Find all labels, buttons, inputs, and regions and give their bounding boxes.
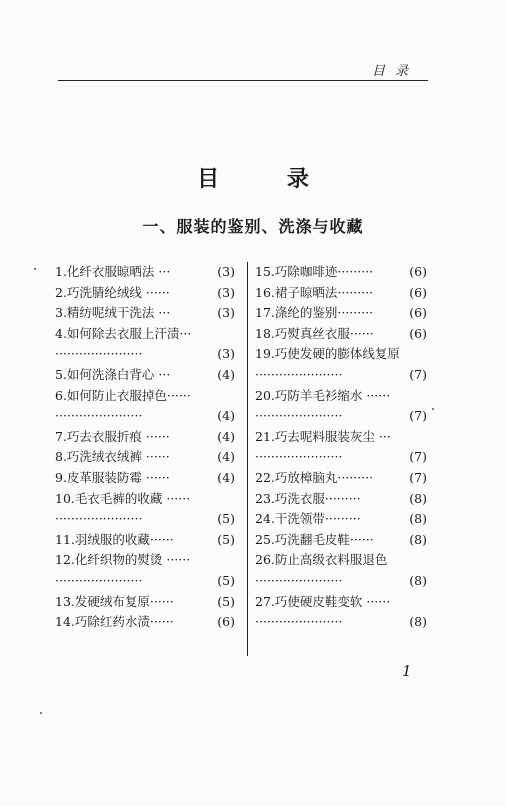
toc-left-column (55, 262, 235, 633)
toc-entry (55, 344, 235, 365)
page-title: 目 录 (197, 167, 339, 192)
toc-entry-text: 20.巧防羊毛衫缩水 ······ (255, 387, 391, 403)
toc-entry (255, 303, 427, 324)
column-divider (247, 262, 248, 656)
toc-entry-page: (8) (409, 511, 427, 527)
toc-entry-text: 8.巧洗绒衣绒裤 ······ (55, 449, 170, 465)
toc-entry-text: 10.毛衣毛裤的收藏 ······ (55, 490, 191, 506)
toc-entry (55, 592, 235, 613)
page-number: 1 (402, 662, 412, 680)
toc-entry-page: (3) (217, 284, 235, 300)
toc-entry (255, 283, 427, 304)
section-title: 一、服装的鉴别、洗涤与收藏 (142, 217, 364, 236)
toc-entry (255, 406, 427, 427)
toc-entry-text: 9.皮革服装防霉 ······ (55, 469, 170, 485)
toc-entry-text: 11.羽绒服的收藏······ (55, 531, 174, 547)
toc-entry (55, 262, 235, 283)
toc-entry (255, 571, 427, 592)
scan-speck (40, 712, 42, 714)
toc-entry (55, 386, 235, 407)
toc-entry-page: (6) (409, 284, 427, 300)
toc-entry-text: 5.如何洗涤白背心 ··· (55, 366, 171, 382)
toc-entry-text: 21.巧去呢料服装灰尘 ··· (255, 428, 391, 444)
toc-entry-page: (6) (409, 264, 427, 279)
toc-entry-text: ······················ (55, 572, 143, 588)
toc-entry-text: 22.巧放樟脑丸········· (255, 469, 374, 485)
toc-entry (255, 447, 427, 468)
toc-entry-text: ······················ (255, 449, 343, 465)
toc-entry-page: (6) (217, 614, 235, 630)
toc-entry-page: (8) (409, 531, 427, 547)
toc-entry-text: ······················ (55, 511, 143, 527)
toc-entry (55, 468, 235, 489)
toc-entry-text: 27.巧使硬皮鞋变软 ······ (255, 593, 391, 609)
toc-entry (255, 344, 427, 365)
toc-entry-text: 7.巧去衣服折痕 ······ (55, 428, 170, 444)
toc-entry-text: 25.巧洗翻毛皮鞋······ (255, 531, 374, 547)
toc-entry (255, 324, 427, 345)
toc-entry-page: (7) (409, 469, 427, 485)
toc-entry-text: 2.巧洗腈纶绒线 ······ (55, 284, 170, 300)
toc-entry-page: (7) (409, 366, 427, 382)
toc-entry-text: ······················ (55, 346, 143, 362)
toc-entry-page: (5) (217, 511, 235, 527)
toc-entry (255, 262, 427, 283)
toc-entry (255, 612, 427, 633)
toc-entry-page: (3) (217, 264, 235, 279)
toc-entry (55, 571, 235, 592)
running-head: 目 录 (372, 64, 412, 79)
header-rule (58, 80, 428, 81)
toc-entry (55, 612, 235, 633)
toc-entry-text: 4.如何除去衣服上汗渍··· (55, 325, 192, 341)
toc-entry-page: (8) (409, 614, 427, 630)
toc-entry (55, 447, 235, 468)
toc-entry-page: (5) (217, 531, 235, 547)
scan-speck (34, 268, 36, 270)
toc-entry-page: (4) (217, 366, 235, 382)
toc-entry (55, 283, 235, 304)
toc-entry-page: (6) (409, 305, 427, 321)
toc-entry (255, 530, 427, 551)
toc-entry-text: 26.防止高级衣料服退色 (255, 552, 388, 568)
toc-entry (55, 303, 235, 324)
toc-entry (255, 592, 427, 613)
scan-speck (432, 408, 434, 410)
toc-entry-text: 14.巧除红药水渍······ (55, 614, 174, 630)
toc-entry-text: ······················ (255, 408, 343, 424)
toc-entry-page: (3) (217, 346, 235, 362)
toc-entry-text: ······················ (255, 614, 343, 630)
toc-entry-text: 13.发硬绒布复原······ (55, 593, 174, 609)
toc-entry-page: (8) (409, 572, 427, 588)
toc-entry (255, 365, 427, 386)
toc-entry-text: 15.巧除咖啡迹········· (255, 264, 374, 279)
toc-entry-text: 1.化纤衣服晾晒法 ··· (55, 264, 171, 279)
toc-entry (255, 489, 427, 510)
toc-entry (55, 406, 235, 427)
toc-right-column (255, 262, 427, 633)
toc-entry-page: (5) (217, 572, 235, 588)
toc-entry-text: 23.巧洗衣服········· (255, 490, 361, 506)
toc-entry (55, 550, 235, 571)
toc-entry-text: 18.巧熨真丝衣服······ (255, 325, 374, 341)
toc-entry (55, 509, 235, 530)
toc-entry (55, 324, 235, 345)
toc-entry-page: (7) (409, 449, 427, 465)
toc-entry (55, 427, 235, 448)
toc-entry (255, 509, 427, 530)
toc-entry-text: ······················ (55, 408, 143, 424)
toc-entry-page: (7) (409, 408, 427, 424)
toc-entry-text: 19.巧使发硬的膨体线复原 (255, 346, 400, 362)
toc-entry (55, 365, 235, 386)
toc-entry-page: (6) (409, 325, 427, 341)
toc-entry (55, 489, 235, 510)
toc-entry (255, 427, 427, 448)
toc-entry (55, 530, 235, 551)
toc-entry-text: ······················ (255, 366, 343, 382)
toc-entry-text: 3.精纺呢绒干洗法 ··· (55, 305, 171, 321)
toc-entry-page: (4) (217, 408, 235, 424)
toc-entry (255, 550, 427, 571)
toc-entry-page: (8) (409, 490, 427, 506)
toc-entry-text: 17.涤纶的鉴别········· (255, 305, 374, 321)
toc-entry-page: (5) (217, 593, 235, 609)
toc-entry-page: (3) (217, 305, 235, 321)
toc-entry-text: ······················ (255, 572, 343, 588)
toc-entry (255, 386, 427, 407)
toc-entry-text: 16.裙子晾晒法········· (255, 284, 374, 300)
toc-entry-text: 24.干洗领带········· (255, 511, 361, 527)
toc-entry-text: 6.如何防止衣服掉色······ (55, 387, 191, 403)
toc-entry-page: (4) (217, 428, 235, 444)
toc-entry-page: (4) (217, 469, 235, 485)
toc-entry-page: (4) (217, 449, 235, 465)
toc-entry (255, 468, 427, 489)
toc-entry-text: 12.化纤织物的熨烫 ······ (55, 552, 191, 568)
